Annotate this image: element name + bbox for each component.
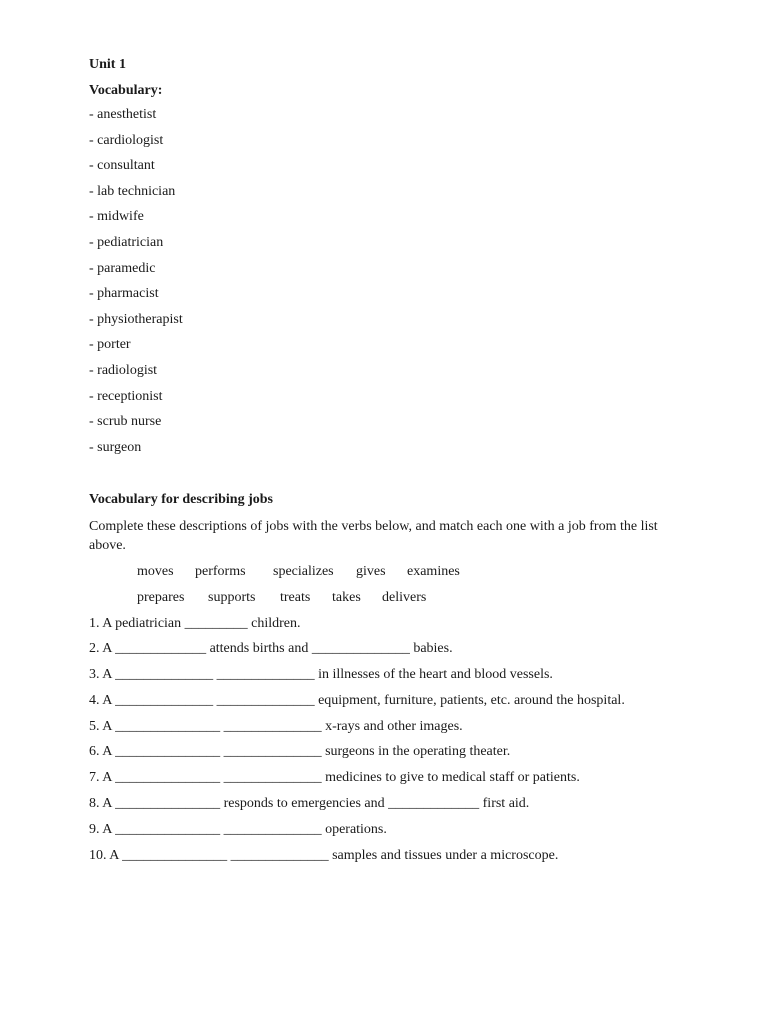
vocabulary-item: - anesthetist [89, 107, 157, 122]
exercise-item: 9. A _______________ ______________ operations. [89, 821, 387, 837]
verb-row [137, 559, 679, 585]
verb-word: examines [407, 564, 460, 580]
vocabulary-item: - porter [89, 337, 131, 353]
exercise-list [89, 611, 679, 869]
vocabulary-list [89, 102, 679, 460]
exercise-item: 7. A _______________ ______________ medicines to give to medical staff or patients. [89, 770, 580, 786]
vocabulary-item: - paramedic [89, 260, 156, 276]
exercise-item: 4. A ______________ ______________ equipment, furniture, patients, etc. around the hospital. [89, 692, 625, 708]
vocabulary-item: - pediatrician [89, 234, 164, 250]
instructions-text: Complete these descriptions of jobs with the verbs below, and match each one with a job from the list above. [89, 519, 658, 554]
exercise-item: 6. A _______________ ______________ surgeons in the operating theater. [89, 744, 511, 760]
exercise-item: 2. A _____________ attends births and ______________ babies. [89, 641, 453, 657]
vocabulary-item: - midwife [89, 209, 144, 225]
exercise-item: 5. A _______________ ______________ x-rays and other images. [89, 718, 463, 734]
vocabulary-item: - receptionist [89, 388, 163, 404]
vocabulary-item: - radiologist [89, 362, 158, 378]
exercise-item: 1. A pediatrician _________ children. [89, 615, 301, 631]
verb-row [137, 585, 679, 611]
vocabulary-item: - scrub nurse [89, 414, 162, 430]
describing-jobs-heading: Vocabulary for describing jobs [89, 492, 273, 508]
vocabulary-item: - consultant [89, 158, 155, 174]
vocabulary-item: - pharmacist [89, 286, 159, 302]
verb-word: supports [208, 589, 256, 605]
document-page [89, 54, 679, 868]
verb-word: takes [332, 589, 361, 605]
vocabulary-item: - surgeon [89, 439, 142, 455]
verb-word: performs [195, 564, 246, 580]
describing-jobs-section [89, 489, 679, 868]
verb-word: gives [356, 564, 386, 580]
exercise-item: 10. A _______________ ______________ samples and tissues under a microscope. [89, 847, 559, 863]
verb-word: specializes [273, 564, 334, 580]
verb-word: delivers [382, 589, 427, 605]
vocabulary-item: - physiotherapist [89, 311, 183, 327]
vocabulary-heading: Vocabulary: [89, 83, 163, 98]
verb-word: moves [137, 564, 174, 580]
exercise-item: 8. A _______________ responds to emergencies and _____________ first aid. [89, 796, 530, 812]
verb-word: prepares [137, 589, 185, 605]
verb-word: treats [280, 589, 311, 605]
unit-title: Unit 1 [89, 57, 126, 72]
exercise-item: 3. A ______________ ______________ in illnesses of the heart and blood vessels. [89, 667, 553, 683]
verb-bank [89, 559, 679, 610]
vocabulary-item: - lab technician [89, 183, 176, 199]
vocabulary-item: - cardiologist [89, 132, 164, 148]
